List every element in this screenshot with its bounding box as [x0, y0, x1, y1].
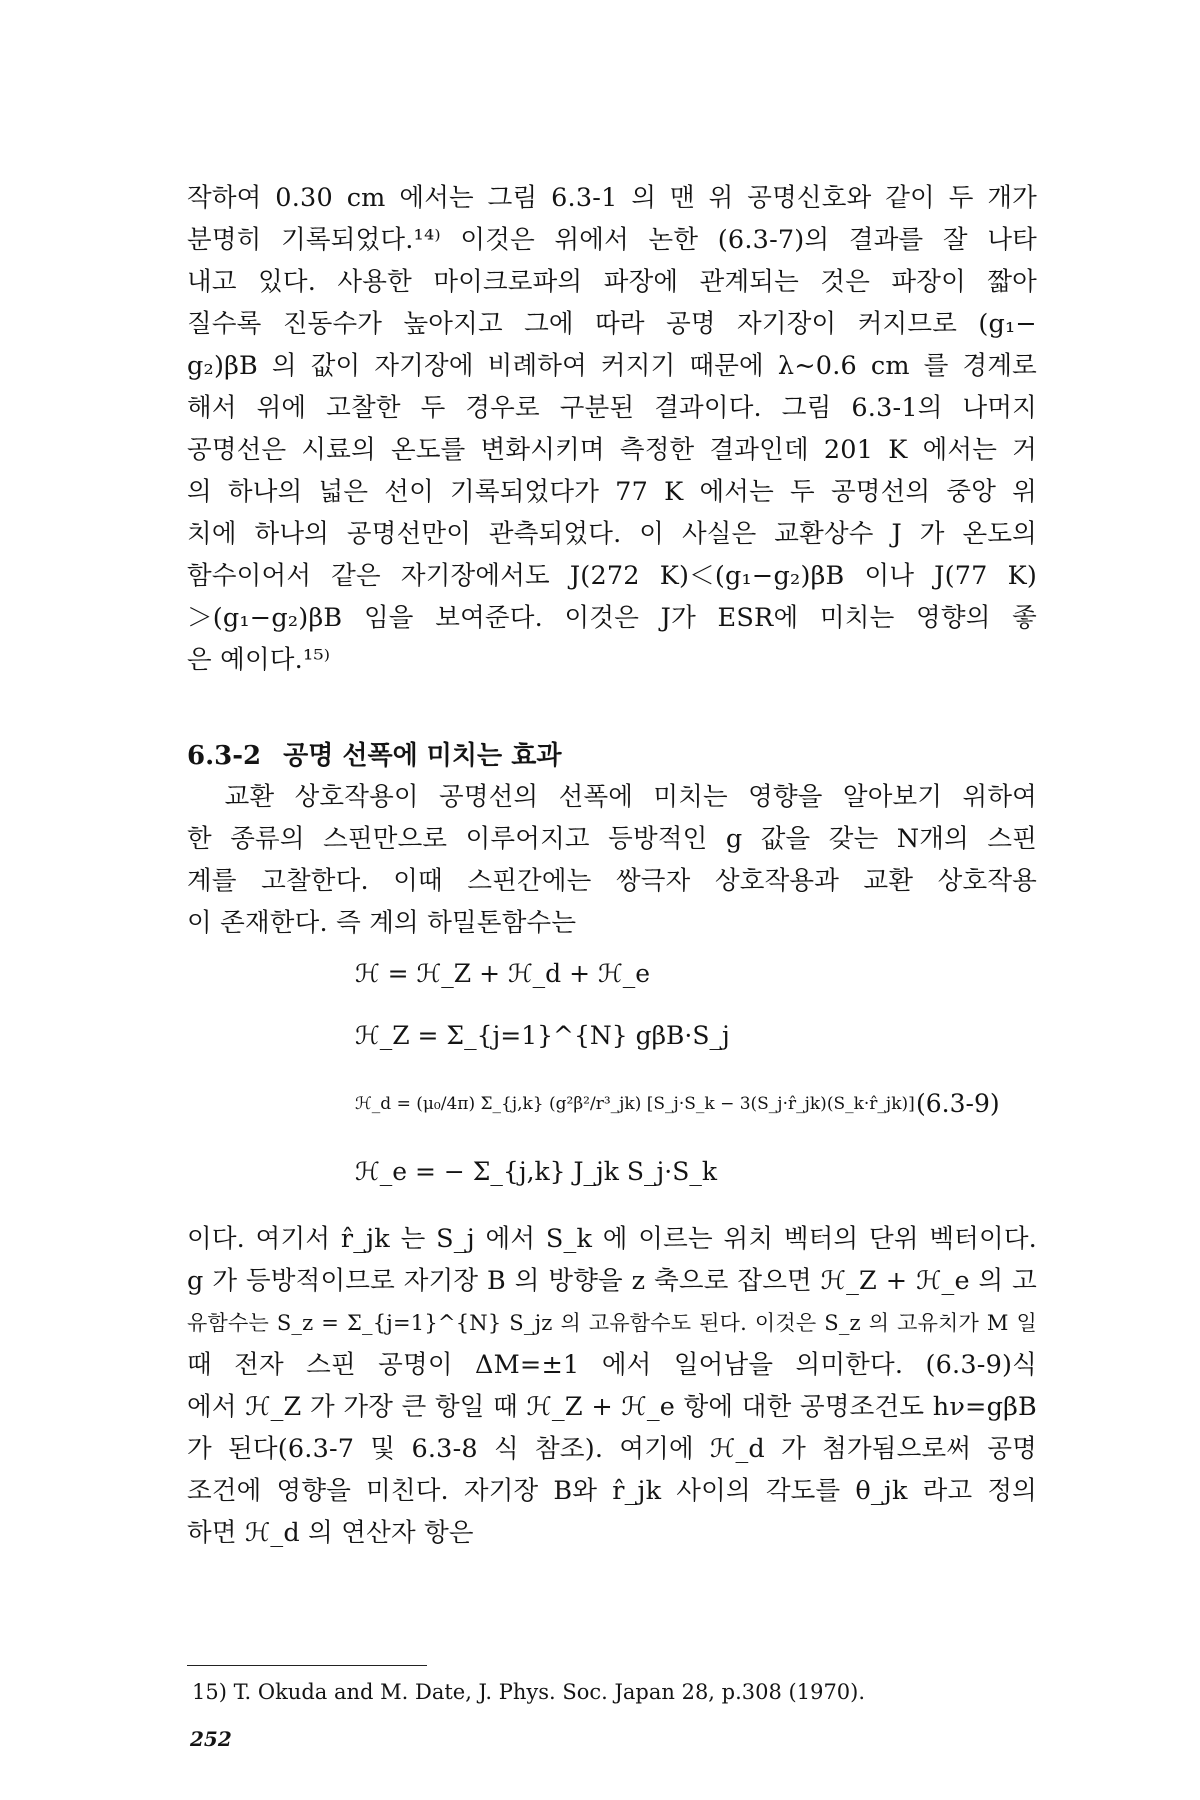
paragraph-1	[187, 177, 1037, 681]
text-line: 이 존재한다. 즉 계의 하밀톤함수는	[187, 908, 577, 938]
section-title: 공명 선폭에 미치는 효과	[283, 741, 562, 771]
text-line: 의 하나의 넓은 선이 기록되었다가 77 K 에서는 두 공명선의 중앙 위	[187, 477, 1037, 507]
equation-hamiltonian	[0, 950, 1200, 998]
text-line: 해서 위에 고찰한 두 경우로 구분된 결과이다. 그림 6.3-1의 나머지	[187, 393, 1037, 423]
footnote-rule	[187, 1665, 427, 1666]
equation-dipolar	[0, 1080, 1200, 1128]
text-line: g₂)βB 의 값이 자기장에 비례하여 커지기 때문에 λ∼0.6 cm 를 경계로	[187, 351, 1037, 381]
equation-math: ℋ = ℋ_Z + ℋ_d + ℋ_e	[355, 959, 651, 988]
equation-number: (6.3-9)	[916, 1089, 1000, 1118]
section-number: 6.3-2	[187, 741, 262, 771]
equation-math: ℋ_d = (μ₀/4π) Σ_{j,k} (g²β²/r³_jk) [S_j·S_k − 3(S_j·r̂_jk)(S_k·r̂_jk)]	[355, 1094, 915, 1114]
text-line: 에서 ℋ_Z 가 가장 큰 항일 때 ℋ_Z + ℋ_e 항에 대한 공명조건도 hν=gβB	[187, 1392, 1037, 1422]
text-line: 가 된다(6.3-7 및 6.3-8 식 참조). 여기에 ℋ_d 가 첨가됨으로써 공명	[187, 1434, 1037, 1464]
text-line: 은 예이다.¹⁵⁾	[187, 645, 331, 675]
text-line: 유함수는 S_z = Σ_{j=1}^{N} S_jz 의 고유함수도 된다. 이것은 S_z 의 고유치가 M 일	[187, 1311, 1037, 1335]
text-line: 한 종류의 스핀만으로 이루어지고 등방적인 g 값을 갖는 N개의 스핀	[187, 824, 1037, 854]
text-line: 치에 하나의 공명선만이 관측되었다. 이 사실은 교환상수 J 가 온도의	[187, 519, 1037, 549]
text-line: ＞(g₁−g₂)βB 임을 보여준다. 이것은 J가 ESR에 미치는 영향의 좋	[187, 603, 1037, 633]
text-line: 질수록 진동수가 높아지고 그에 따라 공명 자기장이 커지므로 (g₁−	[187, 309, 1037, 339]
text-line: 분명히 기록되었다.¹⁴⁾ 이것은 위에서 논한 (6.3-7)의 결과를 잘 나타	[187, 225, 1037, 255]
page-number: 252	[190, 1727, 232, 1751]
text-line: 교환 상호작용이 공명선의 선폭에 미치는 영향을 알아보기 위하여	[187, 782, 1037, 812]
text-line: 공명선은 시료의 온도를 변화시키며 측정한 결과인데 201 K 에서는 거	[187, 435, 1037, 465]
section-heading	[187, 736, 1037, 776]
footnote: 15) T. Okuda and M. Date, J. Phys. Soc. Japan 28, p.308 (1970).	[192, 1680, 866, 1704]
text-line: 이다. 여기서 r̂_jk 는 S_j 에서 S_k 에 이르는 위치 벡터의 단위 벡터이다.	[187, 1224, 1037, 1254]
paragraph-2	[187, 776, 1037, 944]
text-line: 때 전자 스핀 공명이 ΔM=±1 에서 일어남을 의미한다. (6.3-9)식	[187, 1350, 1037, 1380]
text-line: 함수이어서 같은 자기장에서도 J(272 K)＜(g₁−g₂)βB 이나 J(77 K)	[187, 561, 1037, 591]
equation-exchange	[0, 1148, 1200, 1196]
equation-math: ℋ_Z = Σ_{j=1}^{N} gβB·S_j	[355, 1021, 730, 1050]
paragraph-3	[187, 1218, 1037, 1554]
text-line: g 가 등방적이므로 자기장 B 의 방향을 z 축으로 잡으면 ℋ_Z + ℋ_e 의 고	[187, 1266, 1037, 1296]
text-line: 내고 있다. 사용한 마이크로파의 파장에 관계되는 것은 파장이 짧아	[187, 267, 1037, 297]
text-line: 조건에 영향을 미친다. 자기장 B와 r̂_jk 사이의 각도를 θ_jk 라고 정의	[187, 1476, 1037, 1506]
equation-zeeman	[0, 1012, 1200, 1060]
equation-math: ℋ_e = − Σ_{j,k} J_jk S_j·S_k	[355, 1157, 717, 1186]
text-line: 작하여 0.30 cm 에서는 그림 6.3-1 의 맨 위 공명신호와 같이 두 개가	[187, 183, 1037, 213]
text-line: 계를 고찰한다. 이때 스핀간에는 쌍극자 상호작용과 교환 상호작용	[187, 866, 1037, 896]
text-line: 하면 ℋ_d 의 연산자 항은	[187, 1518, 474, 1548]
